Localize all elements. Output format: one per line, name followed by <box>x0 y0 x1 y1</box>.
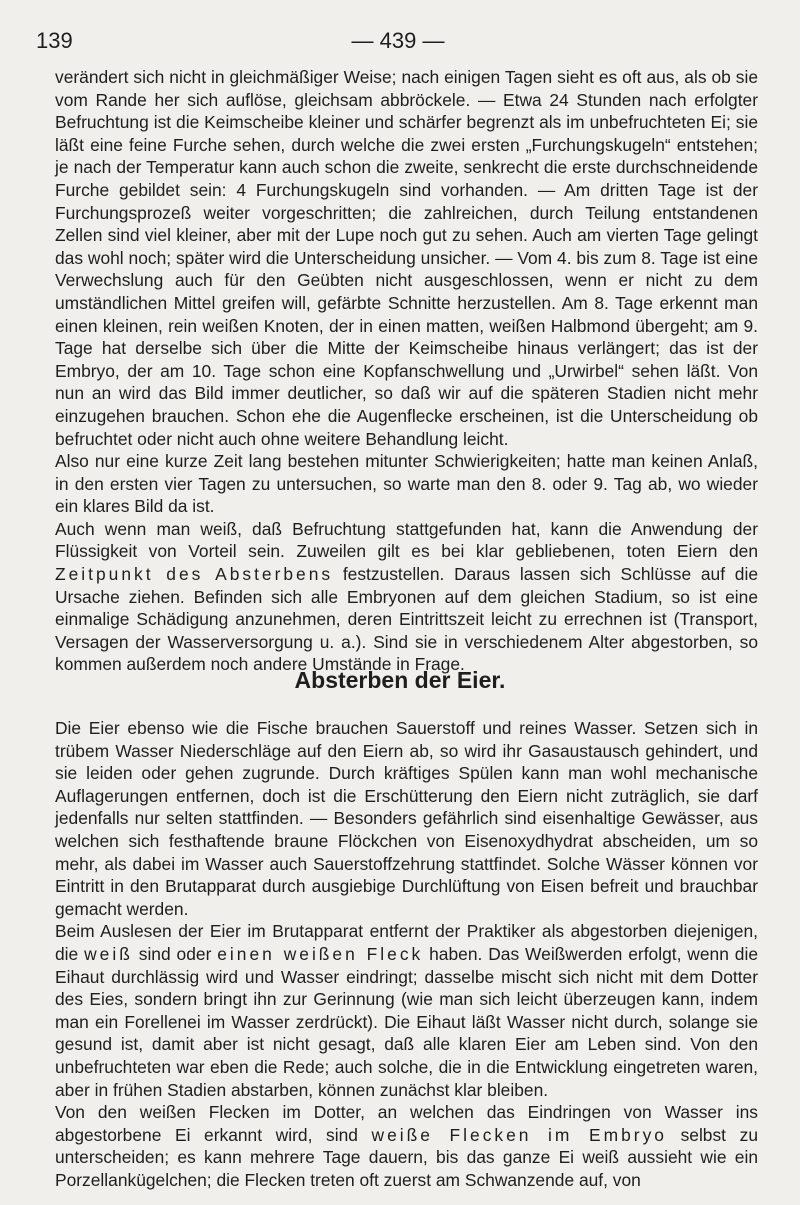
paragraph-6-rest: selbst zu unterscheiden; es kann mehrere Tage dauern, bis das ganze Ei weiß aussieht wie ein Porzellankügelchen; die Flecken treten oft zuerst am Schwanzende auf, von <box>55 1124 758 1190</box>
paragraph-1: verändert sich nicht in gleichmäßiger Weise; nach einigen Tagen sieht es oft aus, als ob sie vom Rande her sich auflöse, gleichsam abbröckele. — Etwa 24 Stunden nach erfolgter Befruchtung ist die Keimscheibe kleiner und schärfer begrenzt als im unbefruchteten Ei; sie läßt eine feine Furche sehen, durch welche die zwei ersten „Furchungskugeln“ entstehen; je nach der Temperatur kann auch schon die zweite, senkrecht die erste durchschneidende Furche gebildet sein: 4 Furchungskugeln sind vorhanden. — Am dritten Tage ist der Furchungsprozeß weiter vorgeschritten; die zahlreichen, durch Teilung entstandenen Zellen sind viel kleiner, aber mit der Lupe noch gut zu sehen. Auch am vierten Tage gelingt das wohl noch; später wird die Unterscheidung unsicher. — Vom 4. bis zum 8. Tage ist eine Verwechslung auch für den Geübten nicht ausgeschlossen, wenn er nicht zu dem umständlichen Mittel greifen will, gefärbte Schnitte herzustellen. Am 8. Tage erkennt man einen kleinen, rein weißen Knoten, der in einen matten, weißen Halbmond übergeht; am 9. Tage hat derselbe sich über die Mitte der Keimscheibe hinaus verlängert; das ist der Embryo, der am 10. Tage schon eine Kopfanschwellung und „Urwirbel“ sehen läßt. Von nun an wird das Bild immer deutlicher, so daß wir auf die späteren Stadien nicht mehr einzugehen brauchen. Schon ehe die Augenflecke erscheinen, ist die Unterscheidung ob befruchtet oder nicht auch ohne weitere Behandlung leicht. <box>55 67 758 449</box>
emphasis-weisser-fleck: einen weißen Fleck <box>217 943 424 964</box>
paragraph-3-start: Auch wenn man weiß, daß Befruchtung stattgefunden hat, kann die Anwendung der Flüssigkeit von Vorteil sein. Zuweilen gilt es bei klar gebliebenen, toten Eiern den <box>55 518 758 562</box>
paragraph-3-rest: festzustellen. Daraus lassen sich Schlüsse auf die Ursache ziehen. Befinden sich alle Embryonen auf dem gleichen Stadium, so ist eine einmalige Schädigung anzunehmen, deren Eintrittszeit leicht zu errechnen ist (Transport, Versagen der Wasserversorgung u. a.). Sind sie in verschiedenem Alter abgestorben, so kommen außerdem noch andere Umstände in Frage. <box>55 564 758 675</box>
page-number-left: 139 <box>36 28 73 53</box>
page-number-center: — 439 — <box>351 28 445 53</box>
paragraph-3 <box>55 518 758 676</box>
paragraph-2: Also nur eine kurze Zeit lang bestehen mitunter Schwierigkeiten; hatte man keinen Anlaß, in den ersten vier Tagen zu untersuchen, so warte man den 8. oder 9. Tag ab, wo wieder ein klares Bild da ist. <box>55 451 758 517</box>
section-heading: Absterben der Eier. <box>294 667 506 693</box>
paragraph-5-rest: haben. Das Weißwerden erfolgt, wenn die Eihaut durchlässig wird und Wasser eindringt; dasselbe mischt sich nicht mit dem Dotter des Eies, sondern bringt ihn zur Gerinnung (wie man sich leicht überzeugen kann, indem man ein Forellenei im Wasser zerdrückt). Die Eihaut läßt Wasser nicht durch, solange sie gesund ist, damit aber ist nicht gesagt, daß alle klaren Eier am Leben sind. Von den unbefruchteten war eben die Rede; auch solche, die in die Entwicklung eingetreten waren, aber in frühen Stadien abstarben, können zunächst klar bleiben. <box>55 943 758 1100</box>
paragraph-4: Die Eier ebenso wie die Fische brauchen Sauerstoff und reines Wasser. Setzen sich in trübem Wasser Niederschläge auf den Eiern ab, so wird ihr Gasaustausch gehindert, und sie leiden oder gehen zugrunde. Durch kräftiges Spülen kann man wohl mechanische Auflagerungen entfernen, doch ist die Erschütterung den Eiern nicht zuträglich, sie darf jedenfalls nur selten stattfinden. — Besonders gefährlich sind eisenhaltige Gewässer, aus welchen sich festhaftende braune Flöckchen von Eisenoxydhydrat abscheiden, um so mehr, als dabei im Wasser auch Sauerstoffzehrung stattfindet. Solche Wässer können vor Eintritt in den Brutapparat durch ausgiebige Durchlüftung von Eisen befreit und brauchbar gemacht werden. <box>55 718 758 919</box>
text-block-before-section <box>55 66 758 676</box>
page-header <box>36 28 760 62</box>
text-block-after-section <box>55 717 758 1191</box>
emphasis-flecken-embryo: weiße Flecken im Embryo <box>371 1124 667 1145</box>
emphasis-spaced: Zeitpunkt des Absterbens <box>55 564 334 585</box>
paragraph-5 <box>55 920 758 1101</box>
paragraph-6 <box>55 1101 758 1191</box>
paragraph-5-mid: sind oder <box>138 943 212 964</box>
emphasis-weiss: weiß <box>84 943 133 964</box>
paragraph-5-start: Beim Auslesen der Eier im Brutapparat entfernt der Praktiker als abgestorben diejenigen, die <box>55 921 758 964</box>
paragraph-6-start: Von den weißen Flecken im Dotter, an welchen das Eindringen von Wasser ins abgestorbene Ei erkannt wird, sind <box>55 1102 758 1145</box>
